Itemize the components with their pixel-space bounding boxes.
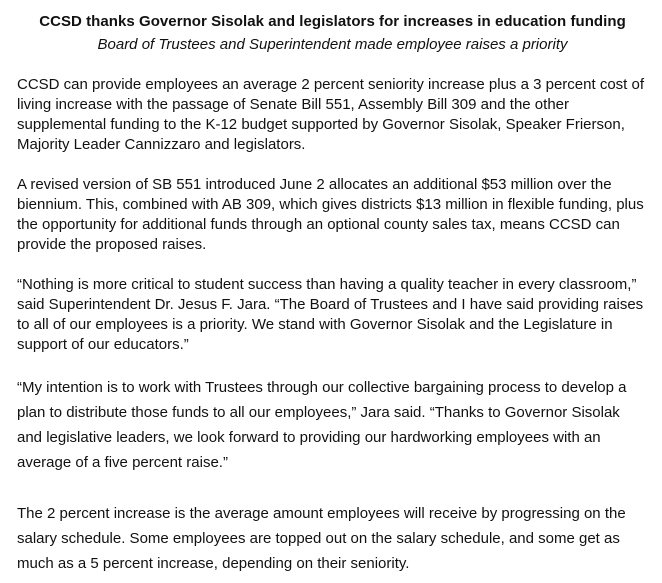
paragraph-jara-quote: “My intention is to work with Trustees through our collective bargaining process to develop a plan to distribute those funds to all our employees,” Jara said. “Thanks to Governor Sisolak and legislative leaders, we look forward to providing our hardworking employees with an average of a five percent raise.” xyxy=(17,379,627,471)
paragraph-superintendent-quote: “Nothing is more critical to student success than having a quality teacher in every classroom,” said Superintendent Dr. Jesus F. Jara. “The Board of Trustees and I have said providing raises to all of our employees is a priority. We stand with Governor Sisolak and the Legislature in support of our educators.” xyxy=(17,276,644,353)
paragraph-sb551-details: A revised version of SB 551 introduced June 2 allocates an additional $53 million over the biennium. This, combined with AB 309, which gives districts $13 million in flexible funding, plus the opportunity for additional funds through an optional county sales tax, means CCSD can provide the proposed raises. xyxy=(17,176,644,253)
paragraph-salary-schedule: The 2 percent increase is the average amount employees will receive by progressing on the salary schedule. Some employees are topped out on the salary schedule, and some get as much as a 5 percent increase, depending on their seniority. xyxy=(17,505,626,572)
subheadline: Board of Trustees and Superintendent made employee raises a priority xyxy=(97,36,568,53)
headline: CCSD thanks Governor Sisolak and legislators for increases in education funding xyxy=(39,13,626,30)
paragraph-funding-overview: CCSD can provide employees an average 2 percent seniority increase plus a 3 percent cost of living increase with the passage of Senate Bill 551, Assembly Bill 309 and the other supplemental funding to the K-12 budget supported by Governor Sisolak, Speaker Frierson, Majority Leader Cannizzaro and legislators. xyxy=(17,76,645,153)
